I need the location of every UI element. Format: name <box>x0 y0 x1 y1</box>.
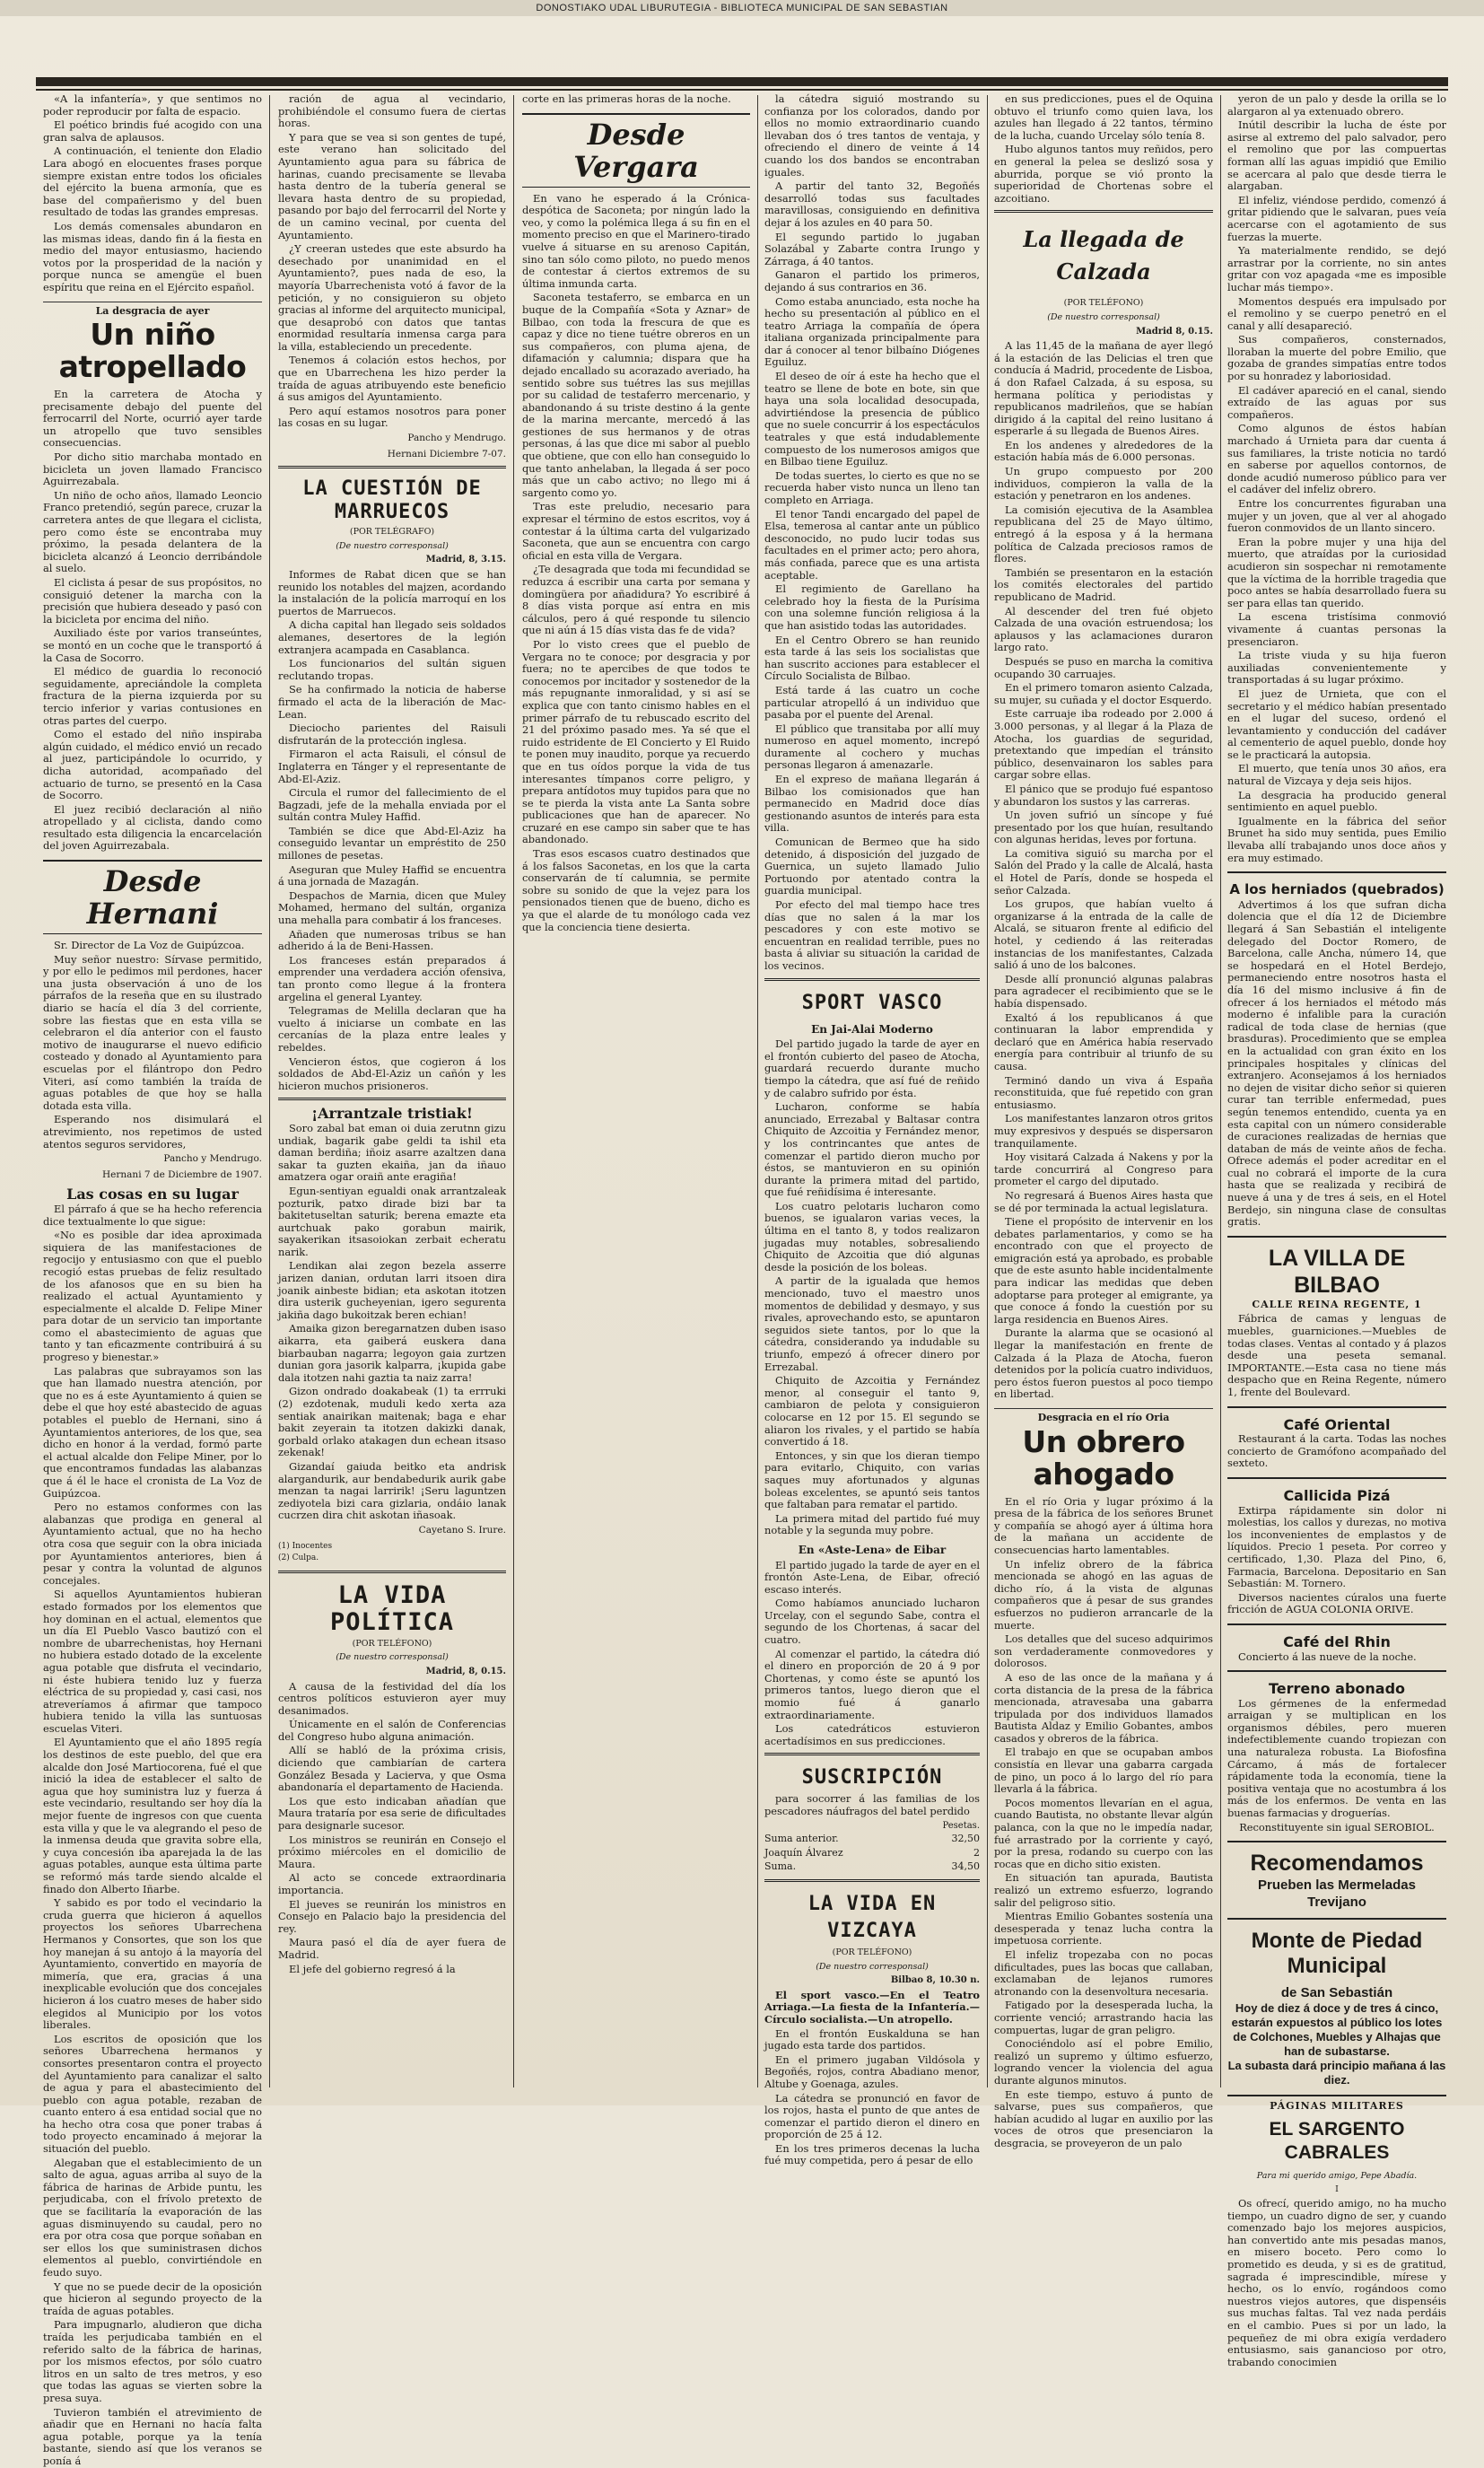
paragraph: No regresará á Buenos Aires hasta que se dé por terminada la actual legislatura. <box>994 1188 1213 1214</box>
monte-title: Monte de Piedad Municipal <box>1251 1929 1423 1979</box>
marruecos-headline: LA CUESTIÓN DE MARRUECOS <box>302 477 482 524</box>
suscripcion-intro: para socorrer á las familias de los pescadores náufragos del batel perdido <box>764 1792 980 1817</box>
paragraph: Y que no se puede decir de la oposición que hicieron al segundo proyecto de la traída de aguas potables. <box>43 2280 262 2317</box>
cafe-oriental-ad <box>1227 1406 1446 1470</box>
paragraph: El infeliz tropezaba con no pocas dificultades, pues las bocas que callaban, exclamaban de lejanos rumores atronando con la desenvoltura necesaria. <box>994 1947 1213 1998</box>
divider <box>278 1571 506 1573</box>
column-separator <box>1220 95 1221 2087</box>
donor-name: Joaquín Álvarez <box>764 1846 843 1859</box>
monte-subtitle: de San Sebastián <box>1280 1985 1393 2001</box>
herniados-text: Advertimos á los que sufran dicha dolencia que el día 12 de Diciembre llegará á San Sebastián el inteligente delegado del Doctor Romero, de Barcelona, calle Ancha, número 14, que se hospedará en el Hotel Berdejo, permaneciendo entre nosotros hasta el día 16 del mismo inclusive á fin de ofrecer á los herniados el método más moderno é infalible para la curación radical de toda clase de hernias (que brasduras). Procedimiento que se emplea en la actualidad con gran éxito en los principales hospitales y clínicas del extranjero. Aconsejamos á los herniados no dejen de visitar dicho señor si quieren curar tan terrible enfermedad, pues según tenemos entendido, cuenta ya en esta capital con un número considerable de curaciones realizadas de hernias que databan de más de veinte años de fecha. Ofrece además el poder acreditar en el cual no cobrará el importe de la cura hasta que se realizada y recibirá de nueve á una y de tres á seis, en el Hotel Berdejo, sin ninguna clase de consultas gratis. <box>1227 897 1446 1229</box>
vizcaya-lead: El sport vasco.—En el Teatro Arriaga.—La fiesta de la Infantería.—Círculo socialista.—Un atropello. <box>764 1988 980 2026</box>
paragraph: Amaika gizon beregarnatzen duben isaso aikarra, eta gaiberá euskera dana biarbauban nagarra; legoyon gaia zurtzen dunian gora jasorik kalparra, ¡kupida gabe dala itotzen nahi gaztia ta naiz zarra! <box>278 1322 506 1384</box>
hernani-body <box>43 940 262 1151</box>
paragraph: A partir de la igualada que hemos mencionado, tuvo el maestro unos momentos de debilidad y desmayo, y sus rivales, aprovechando esto, se apuntaron seguidos siete tantos, por lo que la cátedra, considerando ya indudable su triunfo, empezó á ofrecer dinero por Errezabal. <box>764 1274 980 1373</box>
paragraph: En este tiempo, estuvo á punto de salvarse, pues sus compañeros, que habían acudido al lugar en auxilio por las voces de otros que presenciaron la desgracia, se proveyeron de un palo <box>994 2087 1213 2149</box>
paragraph: El juez de Urnieta, que con el secretario y el médico habían presentado en el lugar del suceso, ordenó el levantamiento y conducción del cadáver al cementerio de aquel pueblo, donde hoy se le practicará la autopsia. <box>1227 687 1446 761</box>
paragraph: Las palabras que subrayamos son las que han llamado nuestra atención, por que no es á este Ayuntamiento á quien se debe el que hoy esté abastecido de aguas potables el pueblo de Hernani, sino á Ayuntamientos anteriores, de los que, sea dicho en honor á la verdad, formó parte el actual alcalde don Felipe Miner, por lo que encontramos fundadas las alabanzas que á él le hace el cronista de La Voz de Guipúzcoa. <box>43 1364 262 1500</box>
paragraph: Los escritos de oposición que los señores Ubarrechena hermanos y consortes presentaron contra el proyecto del Ayuntamiento para canalizar el salto de agua y para el abastecimiento del pueblo con agua potable, rezaban de cuanto entero á esa entidad social que no ha hecho otra cosa que poner trabas á todo proyecto encaminado á mejorar la situación del pueblo. <box>43 2032 262 2156</box>
continued-date: Hernani Diciembre 7-07. <box>387 448 506 459</box>
marruecos-body <box>278 569 506 1092</box>
paragraph: En el primero tomaron asiento Calzada, su mujer, su cuñada y el doctor Esquerdo. <box>994 681 1213 706</box>
paragraph: Tras esos escasos cuatro destinados que á los falsos Saconetas, en los que la carta conservarán de tí calumnia, se permite sobre su sonido de que la vejez para los pensionados tienen que de bueno, dicho es ya que el alarde de tu monólogo cada vez que la conciencia tiene desierta. <box>522 847 750 933</box>
paragraph: Pero no estamos conformes con las alabanzas que prodiga en general al Ayuntamiento actual, que no ha hecho otra cosa que seguir con la obra iniciada por Ayuntamientos anteriores, bien á pesar y contra la voluntad de algunos concejales. <box>43 1501 262 1587</box>
archive-banner: DONOSTIAKO UDAL LIBURUTEGIA - BIBLIOTECA MUNICIPAL DE SAN SEBASTIAN <box>0 0 1484 16</box>
paragraph: ración de agua al vecindario, prohibiéndole el consumo fuera de ciertas horas. <box>278 92 506 130</box>
paragraph: Este carruaje iba rodeado por 2.000 á 3.000 personas, y al llegar á la Plaza de Atocha, los guardias de seguridad, pretextando que impedían el tránsito público, desenvainaron los sables para cargar sobre ellas. <box>994 707 1213 782</box>
villa-ad <box>1227 1236 1446 1399</box>
masthead-bleedthrough <box>36 27 1445 63</box>
vizcaya-byline-2: (De nuestro corresponsal) <box>816 1961 929 1972</box>
paragraph: Los grupos, que habían vuelto á organizarse á la entrada de la calle de Alcalá, se situaron frente al edificio del hotel, y cediendo á las reiteradas instancias de los manifestantes, Calzada salió á uno de los balcones. <box>994 897 1213 972</box>
donation-amount: 2 <box>973 1846 980 1859</box>
paragraph: El médico de guardia lo reconoció seguidamente, apreciándole la completa fractura de la pierna izquierda por su tercio inferior y varias contusiones en otras partes del cuerpo. <box>43 665 262 727</box>
paragraph: Por lo visto crees que el pueblo de Vergara no te conoce; por desgracia y por fuera; no te apercibes de que todos te conocemos por incitador y sostenedor de la más repugnante inmoralidad, y si así se explica que con tanto cinismo hables en el primer párrafo de tu rebuscado escrito del 21 del próximo pasado mes. Ya sé que el ruido estridente de El Concierto y El Ruido te ponen muy inaudito, porque ya recuerdo que en tus oídos porque la vida de tus interesantes tímpanos corre peligro, y prepara antídotos muy tupidos para que no se te pierda la vista ante La Santa sobre publicaciones que han de aparecer. No cruzaré en ese campo sin saber que te has abandonado. <box>522 637 750 846</box>
callicida-title: Callicida Pizá <box>1283 1486 1391 1504</box>
paragraph: ¿Y creeran ustedes que este absurdo ha desechado por unanimidad en el Ayuntamiento?, pues nada de eso, la mayoría Ubarrechenista votó á favor de la petición, y no consiguieron su objeto gracias al informe del arquitecto municipal, que desaprobó con datos que tantas enormidad resultaría inmensa carga para la villa, estableciendo un precedente. <box>278 242 506 353</box>
paragraph: La triste viuda y su hija fueron auxiliadas convenientemente y transportadas á su lugar próximo. <box>1227 649 1446 687</box>
paragraph: Entre los concurrentes figuraban una mujer y un joven, que al ver al ahogado fueron conmovidos de un llanto sincero. <box>1227 497 1446 535</box>
recomendamos-title: Recomendamos <box>1250 1851 1424 1877</box>
footnote: (1) Inocentes <box>278 1541 333 1551</box>
marruecos-dateline: Madrid, 8, 3.15. <box>425 555 506 565</box>
vizcaya-dateline: Bilbao 8, 10.30 n. <box>890 1975 980 1986</box>
cosas-body <box>43 1203 262 2468</box>
paragraph: «No es posible dar idea aproximada siquiera de las manifestaciones de regocijo y entusiasmo con que el pueblo recogió estas pruebas de feliz resultado de los afanosos que en su bien ha realizado el actual Ayuntamiento y especialmente el alcalde D. Felipe Miner para dotar de un servicio tan importante como el abastecimiento de aguas que tanto y tan eficazmente contribuirá á su progreso y bienestar.» <box>43 1229 262 1364</box>
paragraph: Tuvieron también el atrevimiento de añadir que en Hernani no hacía falta agua potable, porque ya la tenía bastante, siendo así que los veranos se ponía á <box>43 2405 262 2467</box>
paragraph: En el expreso de mañana llegarán á Bilbao los comisionados que han permanecido en Madrid doce días gestionando asuntos de interés para esta villa. <box>764 773 980 835</box>
paragraph: El trabajo en que se ocupaban ambos consistía en llevar una gabarra cargada de pino, un poco á lo largo del río para llevarla á la fábrica. <box>994 1746 1213 1796</box>
atropello-kicker: La desgracia de ayer <box>43 302 262 318</box>
paragraph: ¿Te desagrada que toda mi fecundidad se reduzca á escribir una carta por semana y domingüera por añadidura? Yo escribiré á 8 días vista porque así entra en mis cálculos, pero á qué responde tu silencio que ni aún á 15 días vista das fe de vida? <box>522 563 750 637</box>
paragraph: Después se puso en marcha la comitiva ocupando 30 carruajes. <box>994 654 1213 680</box>
divider <box>764 978 980 981</box>
paragraph: Los catedráticos estuvieron acertadísimos en sus predicciones. <box>764 1722 980 1747</box>
paragraph: Soro zabal bat eman oi duia zerutnn gizu undiak, bagarik gabe geldi ta ishil eta daman berdiña; iñoiz asarre azaltzen dana sakar ta guzten ekaiña, jan da iñauo amatzera ogar oraiñ ante eragiña! <box>278 1121 506 1184</box>
villa-text: Fábrica de camas y lenguas de muebles, guarniciones.—Muebles de todas clases. Ventas al contado y á plazos desde una peseta semanal. IMPORTANTE.—Esta casa no tiene más despacho que en Reina Regente, número 1, frente del Boulevard. <box>1227 1312 1446 1398</box>
tristuak-notes <box>278 1541 506 1565</box>
atropello-headline: Un niño atropellado <box>58 317 247 385</box>
paragraph: Mientras Emilio Gobantes sostenía una desesperada y tenaz lucha contra la impetuosa corriente. <box>994 1910 1213 1947</box>
vizcaya-byline: (POR TELÉFONO) <box>832 1947 912 1957</box>
paragraph: De todas suertes, lo cierto es que no se recuerda haber visto nunca un lleno tan completo en Arriaga. <box>764 468 980 506</box>
paragraph: Eran la pobre mujer y una hija del muerto, que atraídas por la curiosidad acudieron sin sospechar ni remotamente que la víctima de la horrible tragedia que poco antes se había desarrollado fuera su ser para ellas tan querido. <box>1227 535 1446 609</box>
paragraph: Circula el rumor del fallecimiento de el Bagzadi, jefe de la mehalla enviada por el sultán contra Muley Haffid. <box>278 786 506 824</box>
paragraph: Conociéndolo así el pobre Emilio, realizó un supremo y último esfuerzo, logrando vencer la violencia del agua durante algunos minutos. <box>994 2037 1213 2087</box>
paragraph: A las 11,45 de la mañana de ayer llegó á la estación de las Delicias el tren que conducía á Madrid, procedente de Lisboa, á don Rafael Calzada, á su esposa, su hermana política y periodistas y republicanos madrileños, que se habían dirigido á la capital del reino lusitano á esperarle á su llegada de Buenos Aires. <box>994 339 1213 438</box>
paragraph: En vano he esperado á la Crónica-despótica de Saconeta; por ningún lado la veo, y como la polémica llega á su fin en el momento preciso en que el Marinero-tirado vuelve á situarse en su arenoso Capitán, sino tan sólo como piloto, no puedo menos de contestar á ciertos extremos de su última inmunda carta. <box>522 191 750 290</box>
divider <box>278 466 506 468</box>
paragraph: Lendikan alai zegon bezela asserre jarizen danian, ordutan larri itsoen dira joanik ainbeste bidian; eta askotan itotzen dira usterik gucheyenian, igero segurenta jakiña dago bukoitzak beren echian! <box>278 1259 506 1321</box>
paragraph: Tiene el propósito de intervenir en los debates parlamentarios, y como se ha encontrado con que el proyecto de emigración está ya aprobado, es probable que de este asunto hable incidentalmente para indicar las medidas que deben adoptarse para proteger al emigrante, ya que conoce á fondo la cuestión por su larga residencia en Buenos Aires. <box>994 1215 1213 1326</box>
paragraph: Y sabido es por todo el vecindario la cruda guerra que hicieron á aquellos proyectos los señores Ubarrechena Hermanos y Consortes, que son los que hoy manejan á su antojo á la mayoría del Ayuntamiento, convertido en mayoría de mimería, que era, gracias á una inexplicable evolución que dos concejales hicieron á los cuatro meses de haber sido elegidos al Municipio por los votos liberales. <box>43 1896 262 2032</box>
cafe-rhin-text: Concierto á las nueve de la noche. <box>1238 1650 1417 1663</box>
paragraph: Ganaron el partido los primeros, dejando á sus contrarios en 36. <box>764 268 980 293</box>
paragraph: A continuación, el teniente don Eladio Lara abogó en elocuentes frases porque siempre existan entre todos los oficiales del ejército la buena armonía, que es base del compañerismo y del buen resultado de todas las grandes empresas. <box>43 144 262 219</box>
militares-text: Os ofrecí, querido amigo, no ha mucho tiempo, un cuadro digno de ser, y cuando comenzado bajo los mejores auspicios, han convertido ante mis pesadas manos, en misero boceto. Pero como lo prometido es deuda, y si es de gratitud, sagrada é imprescindible, mírese y hecho, os lo envío, rogándoos como nuestros viejos autores, que dispenséis sus muchas faltas. Tal vez nada perdáis en el cambio. Pues si por un lado, la pequeñez de mi obra exigía verdadero entusiasmo, sais ganancioso por otro, trabando conocimien <box>1227 2197 1446 2368</box>
sport-body <box>764 1038 980 1537</box>
politica-byline: (POR TELÉFONO) <box>352 1638 432 1649</box>
paragraph: El párrafo á que se ha hecho referencia dice textualmente lo que sigue: <box>43 1202 262 1228</box>
intro-paragraphs <box>43 93 262 294</box>
paragraph: Alegaban que el establecimiento de un salto de agua, aguas arriba al suyo de la fábrica de harinas de Arbide puntu, les perjudicaba, con el frívolo pretexto de que se facilitaría la evaporación de las aguas disminuyendo su caudal, pero no era por otra cosa que porque soñaban en ser ellos los que suministrasen dichos elementos al pueblo, convirtiéndole en feudo suyo. <box>43 2156 262 2279</box>
sport-body-2 <box>764 1560 980 1748</box>
paragraph: Allí se habló de la próxima crisis, diciendo que cambiarían de cartera González Besada y Lacierva, y que Osma abandonaría el departamento de Hacienda. <box>278 1744 506 1794</box>
paragraph: Únicamente en el salón de Conferencias del Congreso hubo alguna animación. <box>278 1718 506 1743</box>
paragraph: Firmaron el acta Raisuli, el cónsul de Inglaterra en Tánger y el representante de Abd-El-Aziz. <box>278 748 506 785</box>
suscripcion-headline: SUSCRIPCIÓN <box>801 1766 943 1790</box>
paragraph: En situación tan apurada, Bautista realizó un extremo esfuerzo, logrando salir del peligroso sitio. <box>994 1871 1213 1909</box>
politica-headline: LA VIDA POLÍTICA <box>329 1580 455 1636</box>
paragraph: Los funcionarios del sultán siguen reclutando tropas. <box>278 657 506 682</box>
paragraph: Durante la alarma que se ocasionó al llegar la manifestación en frente de Calzada á la Plaza de Atocha, fueron detenidos por la policía cuatro individuos, pero éstos fueron puestos al poco tiempo en libertad. <box>994 1326 1213 1401</box>
tristuak-headline: ¡Arrantzale tristiak! <box>311 1105 473 1123</box>
paragraph: Tras este preludio, necesario para expresar el término de estos escritos, voy á contestar á la última carta del vulgarizado Saconeta, que aun se encuentra con cargo oficial en esta villa de Vergara. <box>522 500 750 562</box>
hernani-signature: Pancho y Mendrugo. <box>163 1153 262 1165</box>
paragraph: La comitiva siguió su marcha por el Salón del Prado y la calle de Alcalá, hasta el Hotel de París, donde se hospeda el señor Calzada. <box>994 846 1213 897</box>
paragraph: Informes de Rabat dicen que se han reunido los notables del majzen, acordando la instalación de la policía marroquí en los puertos de Marruecos. <box>278 568 506 617</box>
calzada-dateline: Madrid 8, 0.15. <box>1136 326 1213 337</box>
divider <box>764 1879 980 1882</box>
terreno-title: Terreno abonado <box>1268 1680 1406 1698</box>
hernani-headline: Desde Hernani <box>43 860 262 934</box>
continued-signature: Pancho y Mendrugo. <box>407 433 506 444</box>
paragraph: A eso de las once de la mañana y á corta distancia de la presa de la fábrica mencionada, atravesaba una gabarra tripulada por dos individuos llamados Bautista Aldaz y Emilio Gobantes, ambos casados y obreros de la fábrica. <box>994 1670 1213 1745</box>
sport-headline: SPORT VASCO <box>801 991 943 1014</box>
paragraph: El partido jugado la tarde de ayer en el frontón Aste-Lena, de Eibar, ofreció escaso interés. <box>764 1558 980 1596</box>
paragraph: El infeliz, viéndose perdido, comenzó á gritar pidiendo que le salvaran, pues veía acercarse con el agotamiento de sus fuerzas la muerte. <box>1227 193 1446 243</box>
paragraph: En la carretera de Atocha y precisamente debajo del puente del ferrocarril del Norte, ocurrió ayer tarde un atropello que tuvo sensibles consecuencias. <box>43 388 262 450</box>
column-5 <box>994 92 1213 2149</box>
paragraph: A partir del tanto 32, Begoñés desarrolló todas sus facultades maravillosas, consiguiendo en definitiva dejar á los azules en 40 para 50. <box>764 179 980 229</box>
militares-section <box>1227 2095 1446 2368</box>
paragraph: Pero aquí estamos nosotros para poner las cosas en su lugar. <box>278 404 506 430</box>
vizcaya-body <box>764 2028 980 2168</box>
top-rule <box>36 77 1448 86</box>
callicida-ad <box>1227 1477 1446 1616</box>
column-separator <box>757 95 758 2087</box>
herniados-title: A los herniados (quebrados) <box>1229 881 1445 898</box>
paragraph: Esperando nos disimulará el atrevimiento, nos repetimos de usted atentos seguros servidores, <box>43 1113 262 1151</box>
calzada-byline: (POR TELÉFONO) <box>1063 298 1144 309</box>
paragraph: «A la infantería», y que sentimos no poder reproducir por falta de espacio. <box>43 92 262 118</box>
column-1 <box>43 92 262 2467</box>
paragraph: El poético brindis fué acogido con una gran salva de aplausos. <box>43 118 262 144</box>
top-rule-thin <box>36 89 1448 91</box>
paragraph: Para impugnarlo, aludieron que dicha traída les perjudicaba también en el referido salto de la fábrica de harinas, por los mismos efectos, por sólo cuatro litros en un salto de tres metros, y eso que todas las aguas se vierten sobre la presa suya. <box>43 2318 262 2404</box>
paragraph: La comisión ejecutiva de la Asamblea republicana del 25 de Mayo último, entregó á la esposa y á la hermana política de Calzada preciosos ramos de flores. <box>994 503 1213 565</box>
villa-address: CALLE REINA REGENTE, 1 <box>1252 1298 1422 1310</box>
divider <box>994 210 1213 213</box>
tristuak-signature: Cayetano S. Irure. <box>418 1524 506 1536</box>
donation-amount: 34,50 <box>951 1860 980 1873</box>
paragraph: la cátedra siguió mostrando su confianza por los colorados, dando por ellos no momio extraordinario cuando llevaban dos ó tres tantos de ventaja, y ofreciendo el dinero de veinte á 14 cuando los dos bandos se encontraban iguales. <box>764 92 980 179</box>
vergara-body <box>522 193 750 934</box>
politica-continued: corte en las primeras horas de la noche. <box>522 92 731 105</box>
paragraph: Aseguran que Muley Haffid se encuentra á una jornada de Mazagán. <box>278 862 506 888</box>
paragraph: Los franceses están preparados á emprender una verdadera acción ofensiva, tan pronto como llegue á la frontera argelina el general Lyantey. <box>278 953 506 1003</box>
vizcaya-headline: LA VIDA EN VIZCAYA <box>807 1892 937 1942</box>
paragraph: Sr. Director de La Voz de Guipúzcoa. <box>54 939 245 952</box>
paragraph: Los que esto indicaban añadían que Maura trataría por esa serie de dificultades para designarle sucesor. <box>278 1794 506 1833</box>
paragraph: Un joven sufrió un síncope y fué presentado por los que huían, resultando con algunas heridas, leves por fortuna. <box>994 809 1213 846</box>
paragraph: El deseo de oír á este ha hecho que el teatro se llene de bote en bote, sin que haya una sola localidad desocupada, advirtiéndose la presencia de público que no suele concurrir á los espectáculos teatrales y que está indudablemente compuesto de los numerosos amigos que en Bilbao tiene Eguiluz. <box>764 370 980 468</box>
paragraph: Egun-sentiyan egualdi onak arrantzaleak pozturik, patxo dirade bizi bar ta bakitetuseltan saturik; berena emazte eta aurtchuak pako gorabun mairik, sayakerikan itsasoiokan zerbait echeratu narik. <box>278 1184 506 1258</box>
paragraph: Saconeta testaferro, se embarca en un buque de la Compañía «Sota y Aznar» de Bilbao, con toda la frescura de que es capaz y dice no tiene tuétre obreros en un sus compañeros, con pluma ajena, de difamación y calumnia; dispara que ha dejado encallado su acorazado averiado, ha sentido sobre sus tuétres las sus mejillas por su calidad de testaferro mercenario, y abandonando á su triste destino á la gente de la marina mercante, mercedó á las gestiones de sus hermanos y de otras personas, á las que dice mi sabor al pueblo que obtiene, que con ello han conseguido lo que tanto anhelaban, la llegada á ser poco más que un cabo activo; no llego mi á sargento como yo. <box>522 291 750 499</box>
monte-text-2: La subasta dará principio mañana á las diez. <box>1227 2059 1446 2087</box>
paragraph: Los cuatro pelotaris lucharon como buenos, se igualaron varias veces, la última en el tanto 8, y todos realizaron jugadas muy notables, sobresaliendo Chiquito de Azcoitia que dió algunas desde la posición de los boleas. <box>764 1199 980 1273</box>
paragraph: Hoy visitará Calzada á Nakens y por la tarde concurrirá al Congreso para prometer el cargo del diputado. <box>994 1151 1213 1188</box>
paragraph: Si aquellos Ayuntamientos hubieran estado formados por los elementos que hoy dominan en el actual, elementos que un día El Pueblo Vasco bautizó con el nombre de ubarrechenistas, hoy Hernani no hubiera estado dotado de la excelente agua potable que disfruta el vecindario, ni éste hubiera tenido luz y fuerza eléctrica de su propiedad y, casi casi, nos atreveríamos á afirmar que tampoco hubiera tenido la villa las suntuosas escuelas Viteri. <box>43 1588 262 1735</box>
paragraph: En el primero jugaban Vildósola y Begoñés, rojos, contra Abadiano menor, Altube y Goenaga, azules. <box>764 2052 980 2090</box>
table-row <box>764 1860 980 1874</box>
paragraph: La cátedra se pronunció en favor de los rojos, hasta el punto de que antes de comenzar el partido dieron el dinero en proporción de 25 á 12. <box>764 2091 980 2141</box>
obrero-headline: Un obrero ahogado <box>1022 1423 1185 1492</box>
paragraph: El juez recibió declaración al niño atropellado y al ciclista, dando como resultado esta diligencia la encarcelación del joven Aguirrezabala. <box>43 802 262 853</box>
paragraph: Telegramas de Melilla declaran que ha vuelto á iniciarse un combate en las cercanías de la plaza entre leales y rebeldes. <box>278 1004 506 1054</box>
villa-title: LA VILLA DE BILBAO <box>1268 1245 1406 1298</box>
paragraph: Gizon ondrado doakabeak (1) ta errruki (2) ezdotenak, muduli kedo xerta aza sentiak anairikan maitenak; baga e ehar bakit zeyerain ta itotzen dakizki danak, gorbald orlako atakagen dun echean itsaso zekenak! <box>278 1385 506 1459</box>
cosas-headline: Las cosas en su lugar <box>66 1186 239 1203</box>
paragraph: Al acto se concede extraordinaria importancia. <box>278 1871 506 1896</box>
paragraph: El ciclista á pesar de sus propósitos, no consiguió detener la marcha con la precisión que hubiera deseado y pasó con la bicicleta por encima del niño. <box>43 576 262 626</box>
cafe-oriental-text: Restaurant á la carta. Todas las noches concierto de Gramófono acompañado del sexteto. <box>1227 1432 1446 1470</box>
paragraph: Auxiliado éste por varios transeúntes, se montó en un coche que le transportó á la Casa de Socorro. <box>43 626 262 664</box>
militares-label: PÁGINAS MILITARES <box>1270 2100 1404 2113</box>
paragraph: El pánico que se produjo fué espantoso y abundaron los sustos y las carreras. <box>994 782 1213 808</box>
paragraph: El cadáver apareció en el canal, siendo extraído de las aguas por sus compañeros. <box>1227 383 1446 421</box>
paragraph: El muerto, que tenía unos 30 años, era natural de Vizcaya y deja seis hijos. <box>1227 762 1446 788</box>
cafe-oriental-title: Café Oriental <box>1283 1415 1391 1433</box>
calzada-body <box>994 340 1213 1401</box>
obrero-continued <box>1227 93 1446 864</box>
paragraph: yeron de un palo y desde la orilla se lo alargaron al ya extenuado obrero. <box>1227 92 1446 118</box>
paragraph: Inútil describir la lucha de éste por asirse al extremo del palo salvador, pero el remolino que por las compuertas forman allí las aguas impidió que Emilio se acercara al palo que desde tierra le alargaban. <box>1227 118 1446 193</box>
column-2 <box>278 93 506 2090</box>
vergara-headline: Desde Vergara <box>522 113 750 188</box>
paragraph: Por efecto del mal tiempo hace tres días que no salen á la mar los pescadores y con este motivo se encuentran en realidad terrible, pues no basta á aliviar su situación la caridad de los vecinos. <box>764 898 980 972</box>
sport-subtitle: En Jai-Alai Moderno <box>811 1022 933 1036</box>
column-separator <box>987 95 988 2087</box>
tristuak-stanzas <box>278 1123 506 1522</box>
column-4 <box>764 92 980 2167</box>
paragraph: Del partido jugado la tarde de ayer en el frontón cubierto del paseo de Atocha, guardará recuerdo durante mucho tiempo la cátedra, que así fué de reñido y de calabro sufrido por ésta. <box>764 1037 980 1099</box>
paragraph: Terminó dando un viva á España reconstituida, que fué repetido con gran entusiasmo. <box>994 1073 1213 1111</box>
paragraph: Y para que se vea si son gentes de tupé, este verano han solicitado del Ayuntamiento agua para su fábrica de harinas, cuando precisamente se llevaba hasta dentro de la tubería general se llevara hasta dentro de su propiedad, pasando por bajo del ferrocarril del Norte y de un camino vecinal, por cuenta del Ayuntamiento. <box>278 130 506 241</box>
column-separator <box>513 95 514 2087</box>
paragraph: Los manifestantes lanzaron otros gritos muy expresivos y después se dispersaron tranquilamente. <box>994 1112 1213 1150</box>
obrero-body <box>994 1496 1213 2150</box>
divider <box>764 1753 980 1755</box>
table-row <box>764 1832 980 1846</box>
marruecos-byline: (POR TELÉGRAFO) <box>349 527 435 538</box>
paragraph: Un niño de ocho años, llamado Leoncio Franco pretendió, según parece, cruzar la carretera antes de que llegara el ciclista, pero como éste se encontraba muy próximo, la pesada delantera de la bicicleta alcanzó á Leoncio derribándole al suelo. <box>43 488 262 575</box>
sport-continued <box>994 93 1213 205</box>
column-3 <box>522 93 750 2090</box>
paragraph: En el río Oria y lugar próximo á la presa de la fábrica de los señores Brunet y compañía se ahogó ayer á última hora de la mañana un accidente de consecuencias harto lamentables. <box>994 1494 1213 1556</box>
paragraph: El segundo partido lo jugaban Solazábal y Zabarte contra Irungo y Zárraga, á 40 tantos. <box>764 230 980 267</box>
terreno-extra: Reconstituyente sin igual SEROBIOL. <box>1239 1820 1435 1833</box>
militares-title: EL SARGENTO CABRALES <box>1269 2118 1405 2163</box>
paragraph: Sus compañeros, consternados, lloraban la muerte del pobre Emilio, que gozaba de grandes simpatías entre todos por su honradez y laboriosidad. <box>1227 333 1446 383</box>
paragraph: También se presentaron en la estación los comités electorales del partido republicano de Madrid. <box>994 565 1213 603</box>
cafe-rhin-ad <box>1227 1623 1446 1663</box>
paragraph: Maura pasó el día de ayer fuera de Madrid. <box>278 1936 506 1961</box>
paragraph: Un infeliz obrero de la fábrica mencionada se ahogó en las aguas de dicho río, á la vista de algunas compañeros que á pesar de sus grandes esfuerzos no pudieron arrancarle de la muerte. <box>994 1557 1213 1632</box>
paragraph: Al descender del tren fué objeto Calzada de una ovación estruendosa; los aplausos y las aclamaciones duraron largo rato. <box>994 604 1213 654</box>
militares-number: I <box>1335 2184 1339 2195</box>
callicida-extra: Diversos nacientes cúralos una fuerte fricción de AGUA COLONIA ORIVE. <box>1227 1590 1446 1616</box>
atropello-body <box>43 389 262 853</box>
paragraph: Gizandaí gaiuda beitko eta andrisk alargandurik, aur bendabedurik aurik gabe menzan ta nagai larririk! ¡Seru laguntzen zediyotela bizi cara gizlaria, ondáio lanak cucrzen dira chit askotan iñasoak. <box>278 1459 506 1522</box>
donor-name: Suma. <box>764 1860 797 1873</box>
paragraph: Entonces, y sin que los dieran tiempo para evitarlo, Chiquito, con varias saques muy afortunados y algunas boleas excelentes, se apuntó seis tantos que faltaban para rematar el partido. <box>764 1448 980 1511</box>
table-row <box>764 1846 980 1860</box>
paragraph: Por dicho sitio marchaba montado en bicicleta un joven llamado Francisco Aguirrezabala. <box>43 451 262 488</box>
paragraph: A causa de la festividad del día los centros políticos estuvieron ayer muy desanimados. <box>278 1679 506 1717</box>
column-6 <box>1227 92 1446 2368</box>
hernani-continued <box>278 93 506 430</box>
paragraph: La primera mitad del partido fué muy notable y la segunda muy pobre. <box>764 1511 980 1537</box>
sport-subtitle-2: En «Aste-Lena» de Eibar <box>798 1543 947 1556</box>
paragraph: Tenemos á colación estos hechos, por que en Ubarrechena les hizo perder la traída de aguas atribuyendo este beneficio á sus amigos del Ayuntamiento. <box>278 354 506 404</box>
paragraph: Muy señor nuestro: Sírvase permitido, y por ello le pedimos mil perdones, hacer una justa observación á uno de los párrafos de la reseña que en su ilustrado diario se hacía el día 3 del corriente, sobre las fiestas que en esta villa se celebraron el día anterior con el fausto motivo de inaugurarse el nuevo edificio costeado y donado al Ayuntamiento para escuelas por el filántropo don Pedro Viteri, así como también la traída de aguas potables de que hoy se halla dotada esta villa. <box>43 952 262 1112</box>
paragraph: Al comenzar el partido, la cátedra dió el dinero en proporción de 20 á 9 por Chortenas, y como éste se apuntó los primeros tantos, luego dieron que el momio fué á ganarlo extraordinariamente. <box>764 1647 980 1721</box>
paragraph: Dieciocho parientes del Raisuli disfrutarán de la protección inglesa. <box>278 722 506 747</box>
calzada-byline-2: (De nuestro corresponsal) <box>1047 311 1160 322</box>
column-separator <box>269 95 270 2087</box>
paragraph: Pocos momentos llevarían en el agua, cuando Bautista, no obstante llevar algún palanca, con la que no le impedía nadar, fué arrastrado por la corriente y cayó, por la presa, rodando su cuerpo con las rocas que en dicho sitio existen. <box>994 1796 1213 1870</box>
paragraph: Como estaba anunciado, esta noche ha hecho su presentación al público en el teatro Arriaga la compañía de ópera italiana organizada principalmente para dar á conocer al tenor bilbaíno Diógenes Eguiluz. <box>764 294 980 369</box>
paragraph: El regimiento de Garellano ha celebrado hoy la fiesta de la Purísima con una solemne función religiosa á la que han asistido todas las autoridades. <box>764 582 980 632</box>
paragraph: Despachos de Marnia, dicen que Muley Mohamed, hermano del sultán, organiza una mehalla para combatir á los franceses. <box>278 888 506 927</box>
paragraph: En el Centro Obrero se han reunido esta tarde á las seis los socialistas que han suscrito acciones para establecer el Círculo Socialista de Bilbao. <box>764 633 980 683</box>
paragraph: Los ministros se reunirán en Consejo el próximo miércoles en el domicilio de Maura. <box>278 1833 506 1870</box>
paragraph: El jefe del gobierno regresó á la <box>289 1962 456 1975</box>
paragraph: Lucharon, conforme se había anunciado, Errezabal y Baltasar contra Chiquito de Azcoitia y Fernández menor, y los contrincantes que antes de comenzar el partido dieron mucho por éstos, se mantuvieron en su opinión durante la primera mitad del partido, que fué reñidísima é interesante. <box>764 1100 980 1199</box>
paragraph: Exaltó á los republicanos á que continuaran la labor emprendida y declaró que en América había reservado energía para contribuir al triunfo de su causa. <box>994 1011 1213 1072</box>
paragraph: Hubo algunos tantos muy reñidos, pero en general la pelea se deslizó sosa y aburrida, porque se vió pronto la superioridad de Chortenas sobre el azcoitiano. <box>994 143 1213 205</box>
monte-text: Hoy de diez á doce y de tres á cinco, estarán expuestos al público los lotes de Colchones, Muebles y Alhajas que han de subastarse. <box>1231 2001 1443 2059</box>
monte-ad <box>1227 1918 1446 2087</box>
paragraph: Los demás comensales abundaron en las mismas ideas, dando fin á la fiesta en medio del mayor entusiasmo, haciendo votos por la prosperidad de la nación y porque nunca se amengüe el buen espíritu que reina en el Ejército español. <box>43 219 262 293</box>
paragraph: El tenor Tandi encargado del papel de Elsa, temerosa al cantar ante un público desconocido, no pudo lucir todas sus facultades en el primer acto; pero ahora, más confiada, parece que es una artista aceptable. <box>764 507 980 582</box>
vizcaya-continued <box>764 93 980 973</box>
obrero-kicker: Desgracia en el río Oria <box>994 1408 1213 1424</box>
herniados-ad <box>1227 871 1446 1229</box>
paragraph: Fatigado por la desesperada lucha, la corriente venció; arrastrando hacia las compuertas, lugar de gran peligro. <box>994 1999 1213 2036</box>
marruecos-byline-2: (De nuestro corresponsal) <box>336 540 449 551</box>
suscripcion-header: Pesetas. <box>942 1820 980 1831</box>
paragraph: Ya materialmente rendido, se dejó arrastrar por la corriente, no sin antes gritar con voz apagada «me es imposible luchar más tiempo». <box>1227 244 1446 293</box>
donation-amount: 32,50 <box>951 1833 980 1845</box>
paragraph: El Ayuntamiento que el año 1895 regía los destinos de este pueblo, del que era alcalde don José Martiocorena, fué el que inició la idea de establecer el salto de agua que hoy suministra luz y fuerza á este vecindario, resultando ser hoy día la mejor fuente de ingresos con que cuenta esta villa y que le va alegrando el peso de la inmensa deuda que gravita sobre ella, y cuya concesión iba aparejada la de las aguas potables, aunque esta última parte se reformó más tarde siendo alcalde el finado don Alberto Iñarbe. <box>43 1736 262 1895</box>
paragraph: Chiquito de Azcoitia y Fernández menor, al conseguir el tanto 9, cambiaron de pelota y consiguieron colocarse en 12 por 15. El segundo se aliaron los rivales, y el partido se había convertido á 18. <box>764 1374 980 1448</box>
paragraph: El público que transitaba por allí muy numeroso en aquel momento, increpó duramente al cochero y muchas personas llegaron á amenazarle. <box>764 722 980 772</box>
politica-dateline: Madrid, 8, 0.15. <box>425 1666 506 1676</box>
paragraph: Añaden que numerosas tribus se han adherido á la de Beni-Hassen. <box>278 927 506 953</box>
paragraph: En los andenes y alrededores de la estación había más de 6.000 personas. <box>994 438 1213 464</box>
paragraph: Como el estado del niño inspiraba algún cuidado, el médico envió un recado al juez, participándole lo ocurrido, y dicha autoridad, acompañado del actuario de turno, se presentó en la Casa de Socorro. <box>43 728 262 802</box>
paragraph: Como algunos de éstos habían marchado á Urnieta para dar cuenta á sus familiares, la triste noticia no tardó en saberse por aquellos contornos, de donde acudió numeroso público para ver el cadáver del infeliz obrero. <box>1227 422 1446 496</box>
paragraph: A dicha capital han llegado seis soldados alemanes, desertores de la legión extranjera acampada en Casablanca. <box>278 618 506 656</box>
paragraph: Como habíamos anunciado lucharon Urcelay, con el segundo Sabe, contra el segundo de los Chortenas, á sacar del cuatro. <box>764 1597 980 1647</box>
callicida-text: Extirpa rápidamente sin dolor ni molestias, los callos y durezas, no motiva los inconvenientes de emplastos y de líquidos. Precio 1 peseta. Por correo y certificado, 1,30. Plaza del Pino, 6, Farmacia, Barcelona. Depositario en San Sebastián: M. Tornero. <box>1227 1503 1446 1590</box>
paragraph: En el frontón Euskalduna se han jugado esta tarde dos partidos. <box>764 2026 980 2052</box>
paragraph: Un grupo compuesto por 200 individuos, compieron la valla de la estación y penetraron en los andenes. <box>994 465 1213 503</box>
terreno-ad <box>1227 1670 1446 1833</box>
terreno-text: Los gérmenes de la enfermedad arraigan y se multiplican en los organismos débiles, pero mueren indefectiblemente cuando tropiezan con una naturaleza robusta. La Biofosfina Cárcamo, á más de fortalecer rápidamente toda la economía, tiene la positiva ventaja que no acostumbra á los más de los enfermos. De venta en las buenas farmacias y droguerías. <box>1227 1696 1446 1820</box>
paragraph: Comunican de Bermeo que ha sido detenido, á disposición del juzgado de Guernica, un sujeto llamado Julio Portuondo por atentado contra la guardia municipal. <box>764 836 980 897</box>
paragraph: Momentos después era impulsado por el remolino y se cuerpo penetró en el canal y allí desapareció. <box>1227 294 1446 332</box>
recomendamos-text: Prueben las Mermeladas Trevijano <box>1258 1877 1416 1911</box>
divider <box>278 1098 506 1100</box>
recomendamos-ad <box>1227 1841 1446 1911</box>
suscripcion-table <box>764 1832 980 1874</box>
politica-byline-2: (De nuestro corresponsal) <box>336 1652 449 1663</box>
paragraph: Los detalles que del suceso adquirimos son verdaderamente conmovedores y dolorosos. <box>994 1632 1213 1670</box>
footnote: (2) Culpa. <box>278 1553 319 1563</box>
paragraph: Vencieron éstos, que cogieron á los soldados de Abd-El-Aziz un cañón y les hicieron muchos prisioneros. <box>278 1055 506 1092</box>
paragraph: En los tres primeros decenas la lucha fué muy competida, pero á pesar de ello <box>764 2141 980 2167</box>
donor-name: Suma anterior. <box>764 1833 839 1845</box>
militares-dedication: Para mi querido amigo, Pepe Abadía. <box>1256 2170 1418 2181</box>
paragraph: Desde allí pronunció algunas palabras para agradecer el recibimiento que se le había dispensado. <box>994 972 1213 1010</box>
paragraph: El jueves se reunirán los ministros en Consejo en Palacio bajo la presidencia del rey. <box>278 1897 506 1935</box>
paragraph: También se dice que Abd-El-Aziz ha conseguido levantar un empréstito de 250 millones de pesetas. <box>278 824 506 862</box>
paragraph: Está tarde á las cuatro un coche particular atropelló á un individuo que pasaba por el puente del Arenal. <box>764 683 980 722</box>
paragraph: Se ha confirmado la noticia de haberse firmado el acta de la liberación de Mac-Lean. <box>278 683 506 721</box>
calzada-headline: La llegada de Calzada <box>1023 226 1184 285</box>
politica-body <box>278 1681 506 1976</box>
paragraph: La desgracia ha producido general sentimiento en aquel pueblo. <box>1227 788 1446 814</box>
paragraph: Igualmente en la fábrica del señor Brunet ha sido muy sentida, pues Emilio llevaba allí trabajando unos doce años y era muy estimado. <box>1227 814 1446 864</box>
hernani-date: Hernani 7 de Diciembre de 1907. <box>102 1168 262 1180</box>
cafe-rhin-title: Café del Rhin <box>1283 1632 1391 1650</box>
paragraph: en sus predicciones, pues el de Oquina obtuvo el triunfo como quien lava, los azules han llegado á 22 tantos, término de la lucha, cuando Urcelay sólo tenía 8. <box>994 92 1213 142</box>
paragraph: La escena tristísima conmovió vivamente á cuantas personas la presenciaron. <box>1227 610 1446 648</box>
